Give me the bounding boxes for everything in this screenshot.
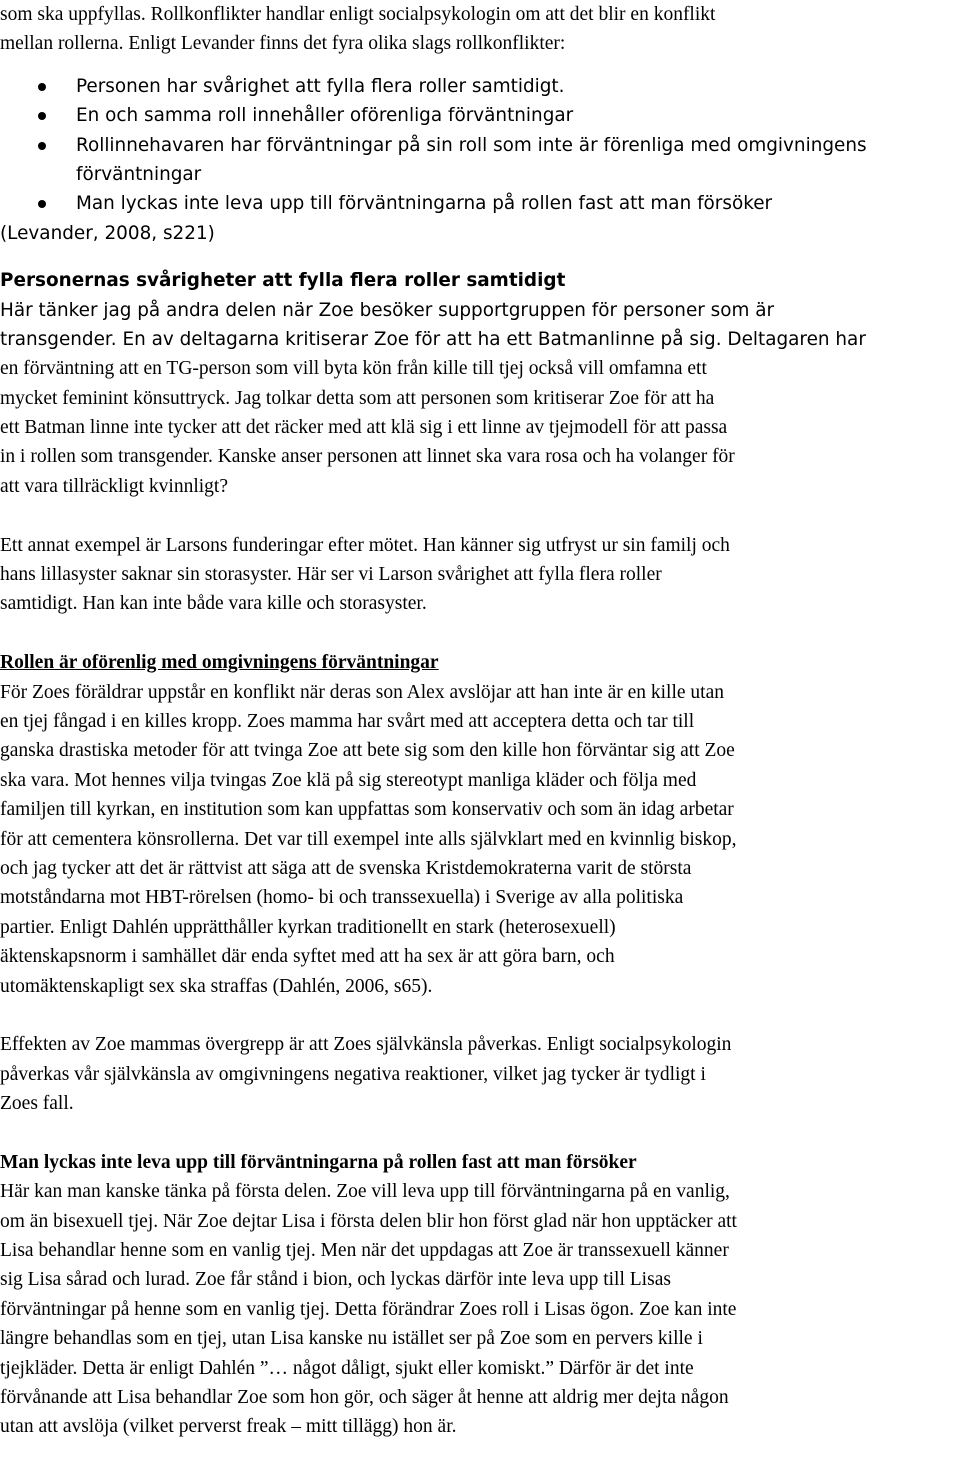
list-item	[0, 131, 960, 190]
text-line: längre behandlas som en tjej, utan Lisa kanske nu istället ser på Zoe som en pervers kille i	[0, 1328, 703, 1350]
text-line: Ett annat exempel är Larsons funderingar efter mötet. Han känner sig utfryst ur sin familj och	[0, 534, 730, 556]
section-oforenlig	[0, 648, 960, 1118]
text-line: familjen till kyrkan, en institution som kan uppfattas som konservativ och som än idag arbetar	[0, 799, 734, 821]
list-item-text: Personen har svårighet att fylla flera roller samtidigt.	[76, 75, 565, 97]
text-line: att vara tillräckligt kvinnligt?	[0, 475, 228, 497]
bullet-icon	[38, 200, 46, 208]
text-line: in i rollen som transgender. Kanske anser personen att linnet ska vara rosa och ha volanger för	[0, 446, 735, 468]
text-line: partier. Enligt Dahlén upprätthåller kyrkan traditionellt en stark (heterosexuell)	[0, 916, 616, 938]
text-line: och jag tycker att det är rättvist att säga att de svenska Kristdemokraterna varit de största	[0, 857, 692, 879]
bullet-icon	[38, 83, 46, 91]
text-line: Här tänker jag på andra delen när Zoe besöker supportgruppen för personer som är	[0, 299, 775, 321]
section-lyckas-inte	[0, 1148, 960, 1442]
text-line: ett Batman linne inte tycker att det räcker med att klä sig i ett linne av tjejmodell för att passa	[0, 417, 728, 439]
section-heading: Personernas svårigheter att fylla flera roller samtidigt	[0, 270, 566, 292]
text-line: Här kan man kanske tänka på första delen. Zoe vill leva upp till förväntningarna på en vanlig,	[0, 1181, 730, 1203]
text-line: utomäktenskapligt sex ska straffas (Dahlén, 2006, s65).	[0, 975, 433, 997]
text-line: för att cementera könsrollerna. Det var till exempel inte alls självklart med en kvinnlig biskop,	[0, 828, 737, 850]
bullet-icon	[38, 142, 46, 150]
list-item-text: Rollinnehavaren har förväntningar på sin roll som inte är förenliga med omgivningens	[76, 134, 867, 156]
text-line: påverkas vår självkänsla av omgivningens negativa reaktioner, vilket jag tycker är tydligt i	[0, 1063, 706, 1085]
text-line: som ska uppfyllas. Rollkonflikter handlar enligt socialpsykologin om att det blir en konflikt	[0, 4, 716, 25]
text-line: mycket feminint könsuttryck. Jag tolkar detta som att personen som kritiserar Zoe för att ha	[0, 387, 715, 409]
text-line: ska vara. Mot hennes vilja tvingas Zoe klä på sig stereotypt manliga kläder och följa med	[0, 769, 697, 791]
text-line: samtidigt. Han kan inte både vara kille och storasyster.	[0, 593, 427, 615]
text-line: äktenskapsnorm i samhället där enda syftet med att ha sex är att göra barn, och	[0, 946, 615, 968]
list-item-text: En och samma roll innehåller oförenliga förväntningar	[76, 105, 574, 127]
section-personernas	[0, 266, 960, 619]
text-line: För Zoes föräldrar uppstår en konflikt när deras son Alex avslöjar att han inte är en kille utan	[0, 681, 724, 703]
list-item	[0, 101, 960, 130]
text-line: sig Lisa sårad och lurad. Zoe får stånd i bion, och lyckas därför inte leva upp till Lisas	[0, 1269, 671, 1291]
text-line: utan att avslöja (vilket perverst freak – mitt tillägg) hon är.	[0, 1416, 457, 1438]
list-item	[0, 72, 960, 101]
list-item-text: förväntningar	[76, 163, 202, 185]
section-heading: Rollen är oförenlig med omgivningens förväntningar	[0, 652, 439, 674]
text-line: mellan rollerna. Enligt Levander finns det fyra olika slags rollkonflikter:	[0, 33, 566, 55]
section-heading: Man lyckas inte leva upp till förväntningarna på rollen fast att man försöker	[0, 1151, 637, 1173]
text-line: en förväntning att en TG-person som vill byta kön från kille till tjej också vill omfamna ett	[0, 358, 707, 380]
text-line: förväntningar på henne som en vanlig tjej. Detta förändrar Zoes roll i Lisas ögon. Zoe kan inte	[0, 1298, 737, 1320]
bullet-icon	[38, 112, 46, 120]
citation: (Levander, 2008, s221)	[0, 222, 215, 244]
list-item	[0, 189, 960, 218]
text-line: tjejkläder. Detta är enligt Dahlén ”… något dåligt, sjukt eller komiskt.” Därför är det inte	[0, 1357, 694, 1379]
rollkonflikt-list	[0, 72, 960, 219]
text-line: motståndarna mot HBT-rörelsen (homo- bi och transsexuella) i Sverige av alla politiska	[0, 887, 684, 909]
text-line: en tjej fångad i en killes kropp. Zoes mamma har svårt med att acceptera detta och tar till	[0, 710, 695, 732]
text-line: förvånande att Lisa behandlar Zoe som hon gör, och säger åt henne att aldrig mer dejta någon	[0, 1386, 729, 1408]
text-line: hans lillasyster saknar sin storasyster. Här ser vi Larson svårighet att fylla flera roller	[0, 564, 662, 586]
text-line: Lisa behandlar henne som en vanlig tjej. Men när det uppdagas att Zoe är transsexuell känner	[0, 1240, 729, 1262]
text-line: Zoes fall.	[0, 1093, 74, 1115]
text-line: ganska drastiska metoder för att tvinga Zoe att bete sig som den kille hon förväntar sig att Zoe	[0, 740, 735, 762]
intro-paragraph	[0, 0, 960, 59]
text-line: Effekten av Zoe mammas övergrepp är att Zoes självkänsla påverkas. Enligt socialpsykologin	[0, 1034, 732, 1056]
text-line: transgender. En av deltagarna kritiserar Zoe för att ha ett Batmanlinne på sig. Deltagaren har	[0, 328, 866, 350]
text-line: om än bisexuell tjej. När Zoe dejtar Lisa i första delen blir hon först glad när hon upptäcker att	[0, 1210, 737, 1232]
list-item-text: Man lyckas inte leva upp till förväntningarna på rollen fast att man försöker	[76, 193, 773, 215]
